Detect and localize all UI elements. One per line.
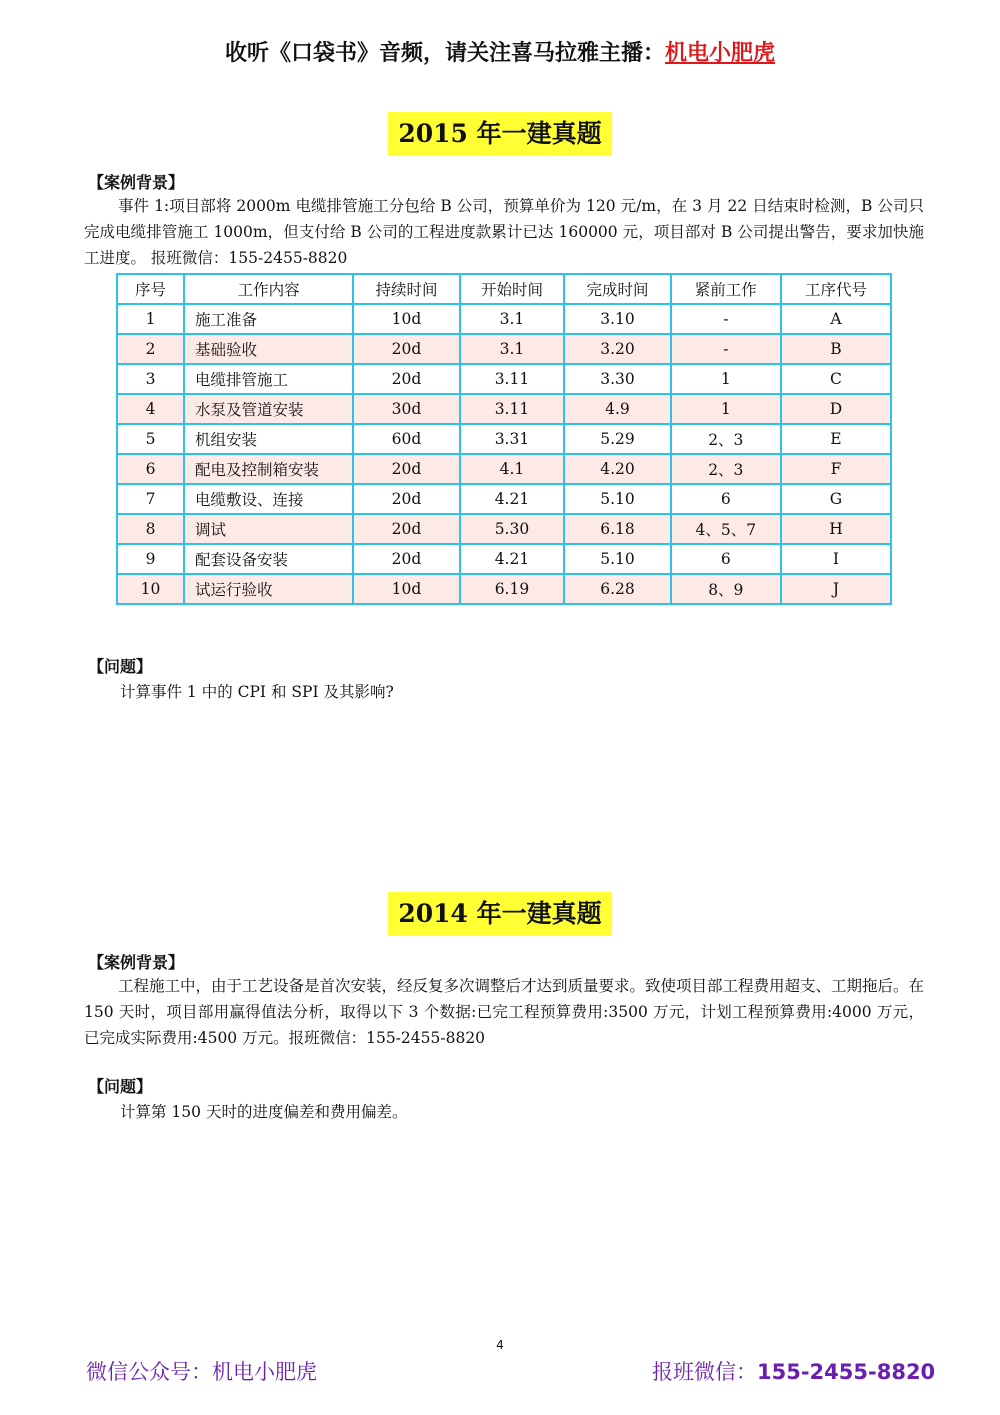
table-cell: 20d	[353, 484, 459, 514]
table-cell: 3.20	[564, 334, 670, 364]
table-row	[117, 394, 891, 424]
table-cell: 4.20	[564, 454, 670, 484]
host-link[interactable]: 机电小肥虎	[665, 41, 776, 66]
table-cell: 5.10	[564, 544, 670, 574]
table-cell: 4.9	[564, 394, 670, 424]
table-row	[117, 334, 891, 364]
table-cell: 10d	[353, 574, 459, 604]
background-label-2014: 【案例背景】	[88, 953, 185, 972]
col-header: 工序代号	[781, 274, 891, 304]
table-cell: 60d	[353, 424, 459, 454]
question-text-2015: 计算事件 1 中的 CPI 和 SPI 及其影响?	[120, 683, 394, 701]
table-cell: 3.31	[460, 424, 565, 454]
footer-contact	[652, 1356, 935, 1386]
table-cell: 2	[117, 334, 184, 364]
table-cell: 3	[117, 364, 184, 394]
table-header-row	[117, 274, 891, 304]
table-row	[117, 364, 891, 394]
header-prefix: 收听《口袋书》音频，请关注喜马拉雅主播：	[224, 41, 665, 66]
table-cell: 6	[671, 484, 781, 514]
table-cell: A	[781, 304, 891, 334]
table-cell: 10d	[353, 304, 459, 334]
table-cell: 电缆敷设、连接	[184, 484, 353, 514]
table-cell: G	[781, 484, 891, 514]
table-cell: 3.11	[460, 394, 565, 424]
table-row	[117, 514, 891, 544]
table-cell: 4	[117, 394, 184, 424]
table-cell: 2、3	[671, 424, 781, 454]
table-cell: B	[781, 334, 891, 364]
table-cell: 20d	[353, 514, 459, 544]
table-cell: 3.1	[460, 334, 565, 364]
col-header: 持续时间	[353, 274, 459, 304]
table-cell: 1	[671, 394, 781, 424]
table-cell: 1	[671, 364, 781, 394]
schedule-table	[116, 273, 892, 605]
table-row	[117, 454, 891, 484]
table-cell: -	[671, 334, 781, 364]
table-cell: 电缆排管施工	[184, 364, 353, 394]
page-header	[0, 36, 1000, 67]
title-2014-text: 2014 年一建真题	[388, 892, 611, 936]
table-cell: 4.1	[460, 454, 565, 484]
table-cell: 5	[117, 424, 184, 454]
table-cell: 4.21	[460, 544, 565, 574]
table-cell: -	[671, 304, 781, 334]
table-cell: 6.18	[564, 514, 670, 544]
page-number: 4	[496, 1338, 504, 1352]
table-cell: 6	[671, 544, 781, 574]
table-cell: 基础验收	[184, 334, 353, 364]
table-cell: 6.19	[460, 574, 565, 604]
table-row	[117, 544, 891, 574]
table-cell: 5.29	[564, 424, 670, 454]
table-cell: C	[781, 364, 891, 394]
table-cell: 20d	[353, 364, 459, 394]
table-cell: 30d	[353, 394, 459, 424]
table-cell: 3.11	[460, 364, 565, 394]
table-cell: 配电及控制箱安装	[184, 454, 353, 484]
table-cell: 4、5、7	[671, 514, 781, 544]
table-cell: 7	[117, 484, 184, 514]
table-cell: 6	[117, 454, 184, 484]
table-cell: 机组安装	[184, 424, 353, 454]
table-cell: 5.10	[564, 484, 670, 514]
col-header: 开始时间	[460, 274, 565, 304]
title-2014	[0, 892, 1000, 936]
table-cell: 试运行验收	[184, 574, 353, 604]
table-row	[117, 484, 891, 514]
table-row	[117, 574, 891, 604]
table-cell: E	[781, 424, 891, 454]
table-cell: 3.30	[564, 364, 670, 394]
table-cell: 3.1	[460, 304, 565, 334]
table-row	[117, 304, 891, 334]
table-cell: 8、9	[671, 574, 781, 604]
question-label-2015: 【问题】	[88, 657, 153, 676]
table-cell: 配套设备安装	[184, 544, 353, 574]
table-cell: 4.21	[460, 484, 565, 514]
table-cell: 施工准备	[184, 304, 353, 334]
table-cell: D	[781, 394, 891, 424]
table-cell: 20d	[353, 334, 459, 364]
col-header: 完成时间	[564, 274, 670, 304]
table-cell: 水泵及管道安装	[184, 394, 353, 424]
title-2015-text: 2015 年一建真题	[388, 112, 611, 156]
background-text-2015: 事件 1:项目部将 2000m 电缆排管施工分包给 B 公司，预算单价为 120 元/m，在 3 月 22 日结束时检测，B 公司只完成电缆排管施工 1000m，但支付给 B 公司的工程进度款累计已达 160000 元，项目部对 B 公司提出警告，要求加快施工进度。 报班微信：155-2455-8820	[84, 197, 924, 267]
table-cell: 8	[117, 514, 184, 544]
table-cell: H	[781, 514, 891, 544]
table-cell: 20d	[353, 454, 459, 484]
table-row	[117, 424, 891, 454]
footer-contact-prefix: 报班微信：	[652, 1360, 757, 1384]
table-cell: 1	[117, 304, 184, 334]
background-label-2015: 【案例背景】	[88, 173, 185, 192]
table-cell: 5.30	[460, 514, 565, 544]
table-cell: 2、3	[671, 454, 781, 484]
table-cell: J	[781, 574, 891, 604]
question-label-2014: 【问题】	[88, 1077, 153, 1096]
table-cell: 20d	[353, 544, 459, 574]
title-2015	[0, 112, 1000, 156]
table-cell: F	[781, 454, 891, 484]
table-cell: I	[781, 544, 891, 574]
col-header: 紧前工作	[671, 274, 781, 304]
background-text-2014: 工程施工中，由于工艺设备是首次安装，经反复多次调整后才达到质量要求。致使项目部工程费用超支、工期拖后。在 150 天时，项目部用赢得值法分析，取得以下 3 个数据:已完工程预算费用:3500 万元，计划工程预算费用:4000 万元，已完成实际费用:4500 万元。报班微信：155-2455-8820	[84, 977, 925, 1047]
table-cell: 6.28	[564, 574, 670, 604]
table-cell: 调试	[184, 514, 353, 544]
footer-contact-number: 155-2455-8820	[757, 1360, 936, 1384]
col-header: 工作内容	[184, 274, 353, 304]
table-cell: 10	[117, 574, 184, 604]
footer-wechat-account: 微信公众号：机电小肥虎	[86, 1360, 317, 1384]
table-cell: 9	[117, 544, 184, 574]
table-cell: 3.10	[564, 304, 670, 334]
question-text-2014: 计算第 150 天时的进度偏差和费用偏差。	[120, 1103, 408, 1121]
col-header: 序号	[117, 274, 184, 304]
